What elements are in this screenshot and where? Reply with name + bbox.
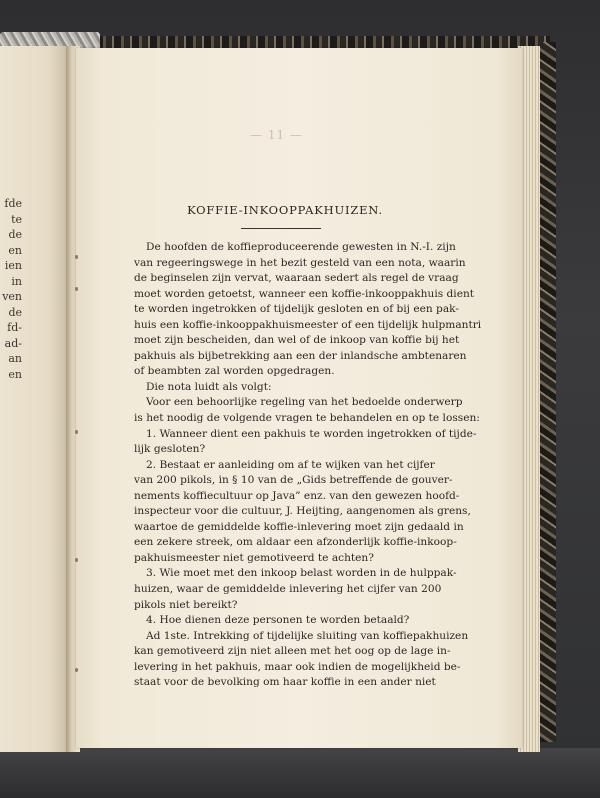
text-line: van regeeringswege in het bezit gesteld van een nota, waarin [134, 256, 466, 269]
binding-hole [75, 430, 78, 434]
binding-hole [75, 255, 78, 259]
chapter-title: KOFFIE-INKOOPPAKHUIZEN. [187, 203, 383, 217]
page-number: — 11 — [250, 128, 303, 142]
text-line: staat voor de bevolking om haar koffie in een ander niet [134, 676, 436, 689]
text-line: huizen, waar de gemiddelde inlevering het cijfer van 200 [134, 583, 442, 596]
body-text [134, 240, 482, 691]
binding-hole [75, 287, 78, 291]
text-line: te worden ingetrokken of tijdelijk gesloten en of bij een pak- [134, 303, 459, 316]
left-page-text [0, 196, 22, 382]
text-line: 3. Wie moet met den inkoop belast worden in de hulppak- [146, 567, 457, 580]
binding-hole [75, 668, 78, 672]
left-page-fragment: ven [2, 290, 22, 303]
text-line: Ad 1ste. Intrekking of tijdelijke sluiting van koffiepakhuizen [146, 629, 469, 642]
left-page-fragment: fd- [7, 321, 22, 334]
left-page-fragment: fde [4, 197, 22, 210]
text-line: Die nota luidt als volgt: [146, 380, 272, 393]
text-line: inspecteur voor die cultuur, J. Heijting, aangenomen als grens, [134, 505, 471, 518]
text-line: Voor een behoorlijke regeling van het bedoelde onderwerp [146, 396, 463, 409]
left-page-fragment: an [8, 352, 22, 365]
left-page-fragment: ad- [4, 336, 22, 350]
left-page-fragment: de [8, 228, 22, 241]
text-line: pakhuismeester niet gemotiveerd te achten? [134, 551, 374, 564]
title-rule [241, 228, 321, 229]
binding-hole [75, 558, 78, 562]
text-line: pakhuis als bijbetrekking aan een der inlandsche ambtenaren [134, 349, 467, 362]
left-page-fragment: en [8, 243, 22, 257]
text-line: pikols niet bereikt? [134, 598, 238, 611]
left-page-fragment: in [11, 274, 22, 288]
left-page-fragment: ien [4, 259, 22, 272]
text-line: van 200 pikols, in § 10 van de „Gids betreffende de gouver- [134, 474, 453, 487]
text-line: levering in het pakhuis, maar ook indien de mogelijkheid be- [134, 660, 461, 673]
text-line: kan gemotiveerd zijn niet alleen met het oog op de lage in- [134, 645, 451, 658]
text-line: De hoofden de koffieproduceerende gewesten in N.-I. zijn [146, 241, 456, 253]
text-line: 4. Hoe dienen deze personen te worden betaald? [146, 614, 410, 627]
book-cover-right-edge [538, 42, 556, 742]
left-page-fragment: en [8, 367, 22, 381]
text-line: 2. Bestaat er aanleiding om af te wijken van het cijfer [146, 458, 435, 471]
text-line: 1. Wanneer dient een pakhuis te worden ingetrokken of tijde- [146, 427, 477, 440]
left-page-fragment: te [11, 212, 22, 226]
text-line: waartoe de gemiddelde koffie-inlevering moet zijn gedaald in [134, 520, 464, 533]
desk-surface [0, 748, 600, 798]
left-page-fragment: de [8, 305, 22, 319]
text-line: moet worden getoetst, wanneer een koffie-inkooppakhuis dient [134, 287, 475, 300]
text-line: lijk gesloten? [134, 443, 206, 456]
text-line: is het noodig de volgende vragen te behandelen en op te lossen: [134, 412, 480, 425]
text-line: de beginselen zijn vervat, waaraan sedert als regel de vraag [134, 272, 459, 285]
left-page [0, 46, 70, 752]
text-line: of beambten zal worden opgedragen. [134, 365, 335, 378]
text-line: een zekere streek, om aldaar een afzonderlijk koffie-inkoop- [134, 536, 457, 549]
text-line: huis een koffie-inkooppakhuismeester of een tijdelijk hulpmantri [134, 318, 482, 331]
text-line: nements koffiecultuur op Java” enz. van den gewezen hoofd- [134, 489, 460, 502]
text-line: moet zijn bescheiden, dan wel of de inkoop van koffie bij het [134, 334, 460, 347]
